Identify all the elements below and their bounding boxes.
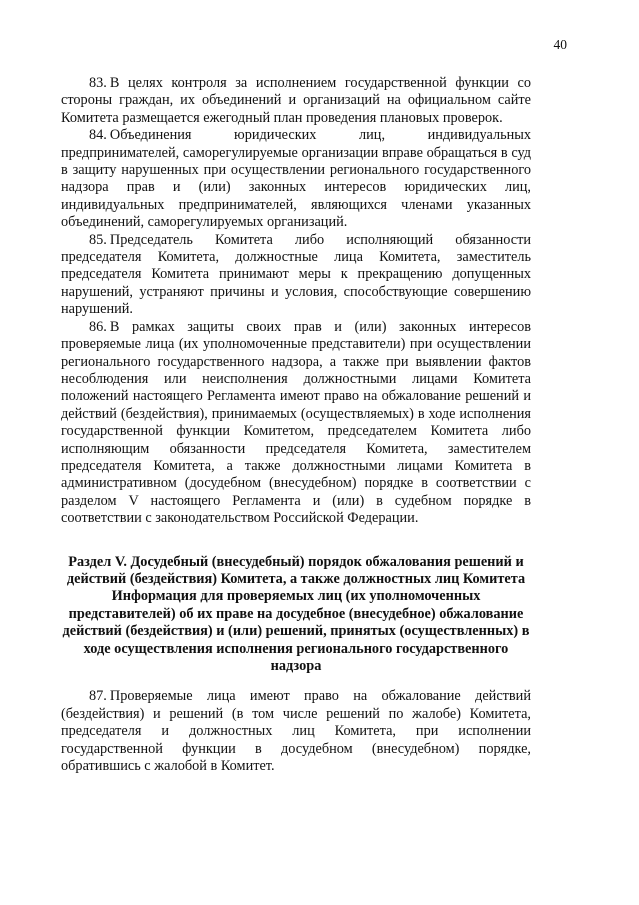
paragraph-text: В целях контроля за исполнением государственной функции со стороны граждан, их объединений и организаций на официальном сайте Комитета размещается ежегодный план проведения плановых проверок.	[61, 75, 531, 126]
paragraph-85	[61, 232, 531, 319]
paragraph-number: 84.	[89, 127, 107, 144]
page-number: 40	[553, 37, 567, 52]
paragraph-number: 86.	[89, 318, 107, 335]
section-title: Раздел V. Досудебный (внесудебный) порядок обжалования решений и действий (бездействия) Комитета, а также должностных лиц Комитета	[66, 553, 526, 587]
paragraph-text: Объединения юридических лиц, индивидуальных предпринимателей, саморегулируемые организации вправе обращаться в суд в защиту нарушенных при осуществлении регионального государственного надзора прав и (или) законных интересов юридических лиц, индивидуальных предпринимателей, являющихся членами указанных объединений, саморегулируемых организаций.	[61, 127, 531, 231]
paragraph-87	[61, 688, 531, 775]
document-body	[61, 75, 531, 775]
paragraph-number: 87.	[89, 688, 107, 705]
paragraph-text: Председатель Комитета либо исполняющий обязанности председателя Комитета, должностные лица Комитета, заместитель председателя Комитета принимают меры к прекращению допущенных нарушений, устраняют причины и условия, способствующие совершению нарушений.	[61, 231, 531, 318]
section-heading	[61, 554, 531, 676]
paragraph-83	[61, 75, 531, 127]
paragraph-number: 85.	[89, 231, 107, 248]
paragraph-86	[61, 319, 531, 528]
paragraph-text: Проверяемые лица имеют право на обжалование действий (бездействия) и решений (в том числе решений по жалобе) Комитета, председателя и должностных лиц Комитета, при исполнении государственной функции в досудебном (внесудебном) порядке, обратившись с жалобой в Комитет.	[61, 688, 531, 775]
paragraph-84	[61, 127, 531, 231]
paragraph-text: В рамках защиты своих прав и (или) законных интересов проверяемые лица (их уполномоченные представители) при осуществлении регионального государственного надзора, а также при выявлении фактов несоблюдения или неисполнения должностными лицами Комитета положений настоящего Регламента имеют право на обжалование решений и действий (бездействия), принимаемых (осуществляемых) в ходе исполнения государственной функции Комитетом, председателем Комитета либо исполняющим обязанности председателя Комитета, заместителем председателя Комитета, а также должностными лицами Комитета в административном (досудебном (внесудебном) порядке в соответствии с разделом V настоящего Регламента и (или) в судебном порядке в соответствии с законодательством Российской Федерации.	[61, 318, 531, 527]
section-subtitle: Информация для проверяемых лиц (их уполномоченных представителей) об их праве на досудебное (внесудебное) обжалование действий (бездействия) и (или) решений, принятых (осуществленных) в ходе осуществления исполнения регионального государственного надзора	[62, 588, 530, 674]
paragraph-number: 83.	[89, 75, 107, 91]
